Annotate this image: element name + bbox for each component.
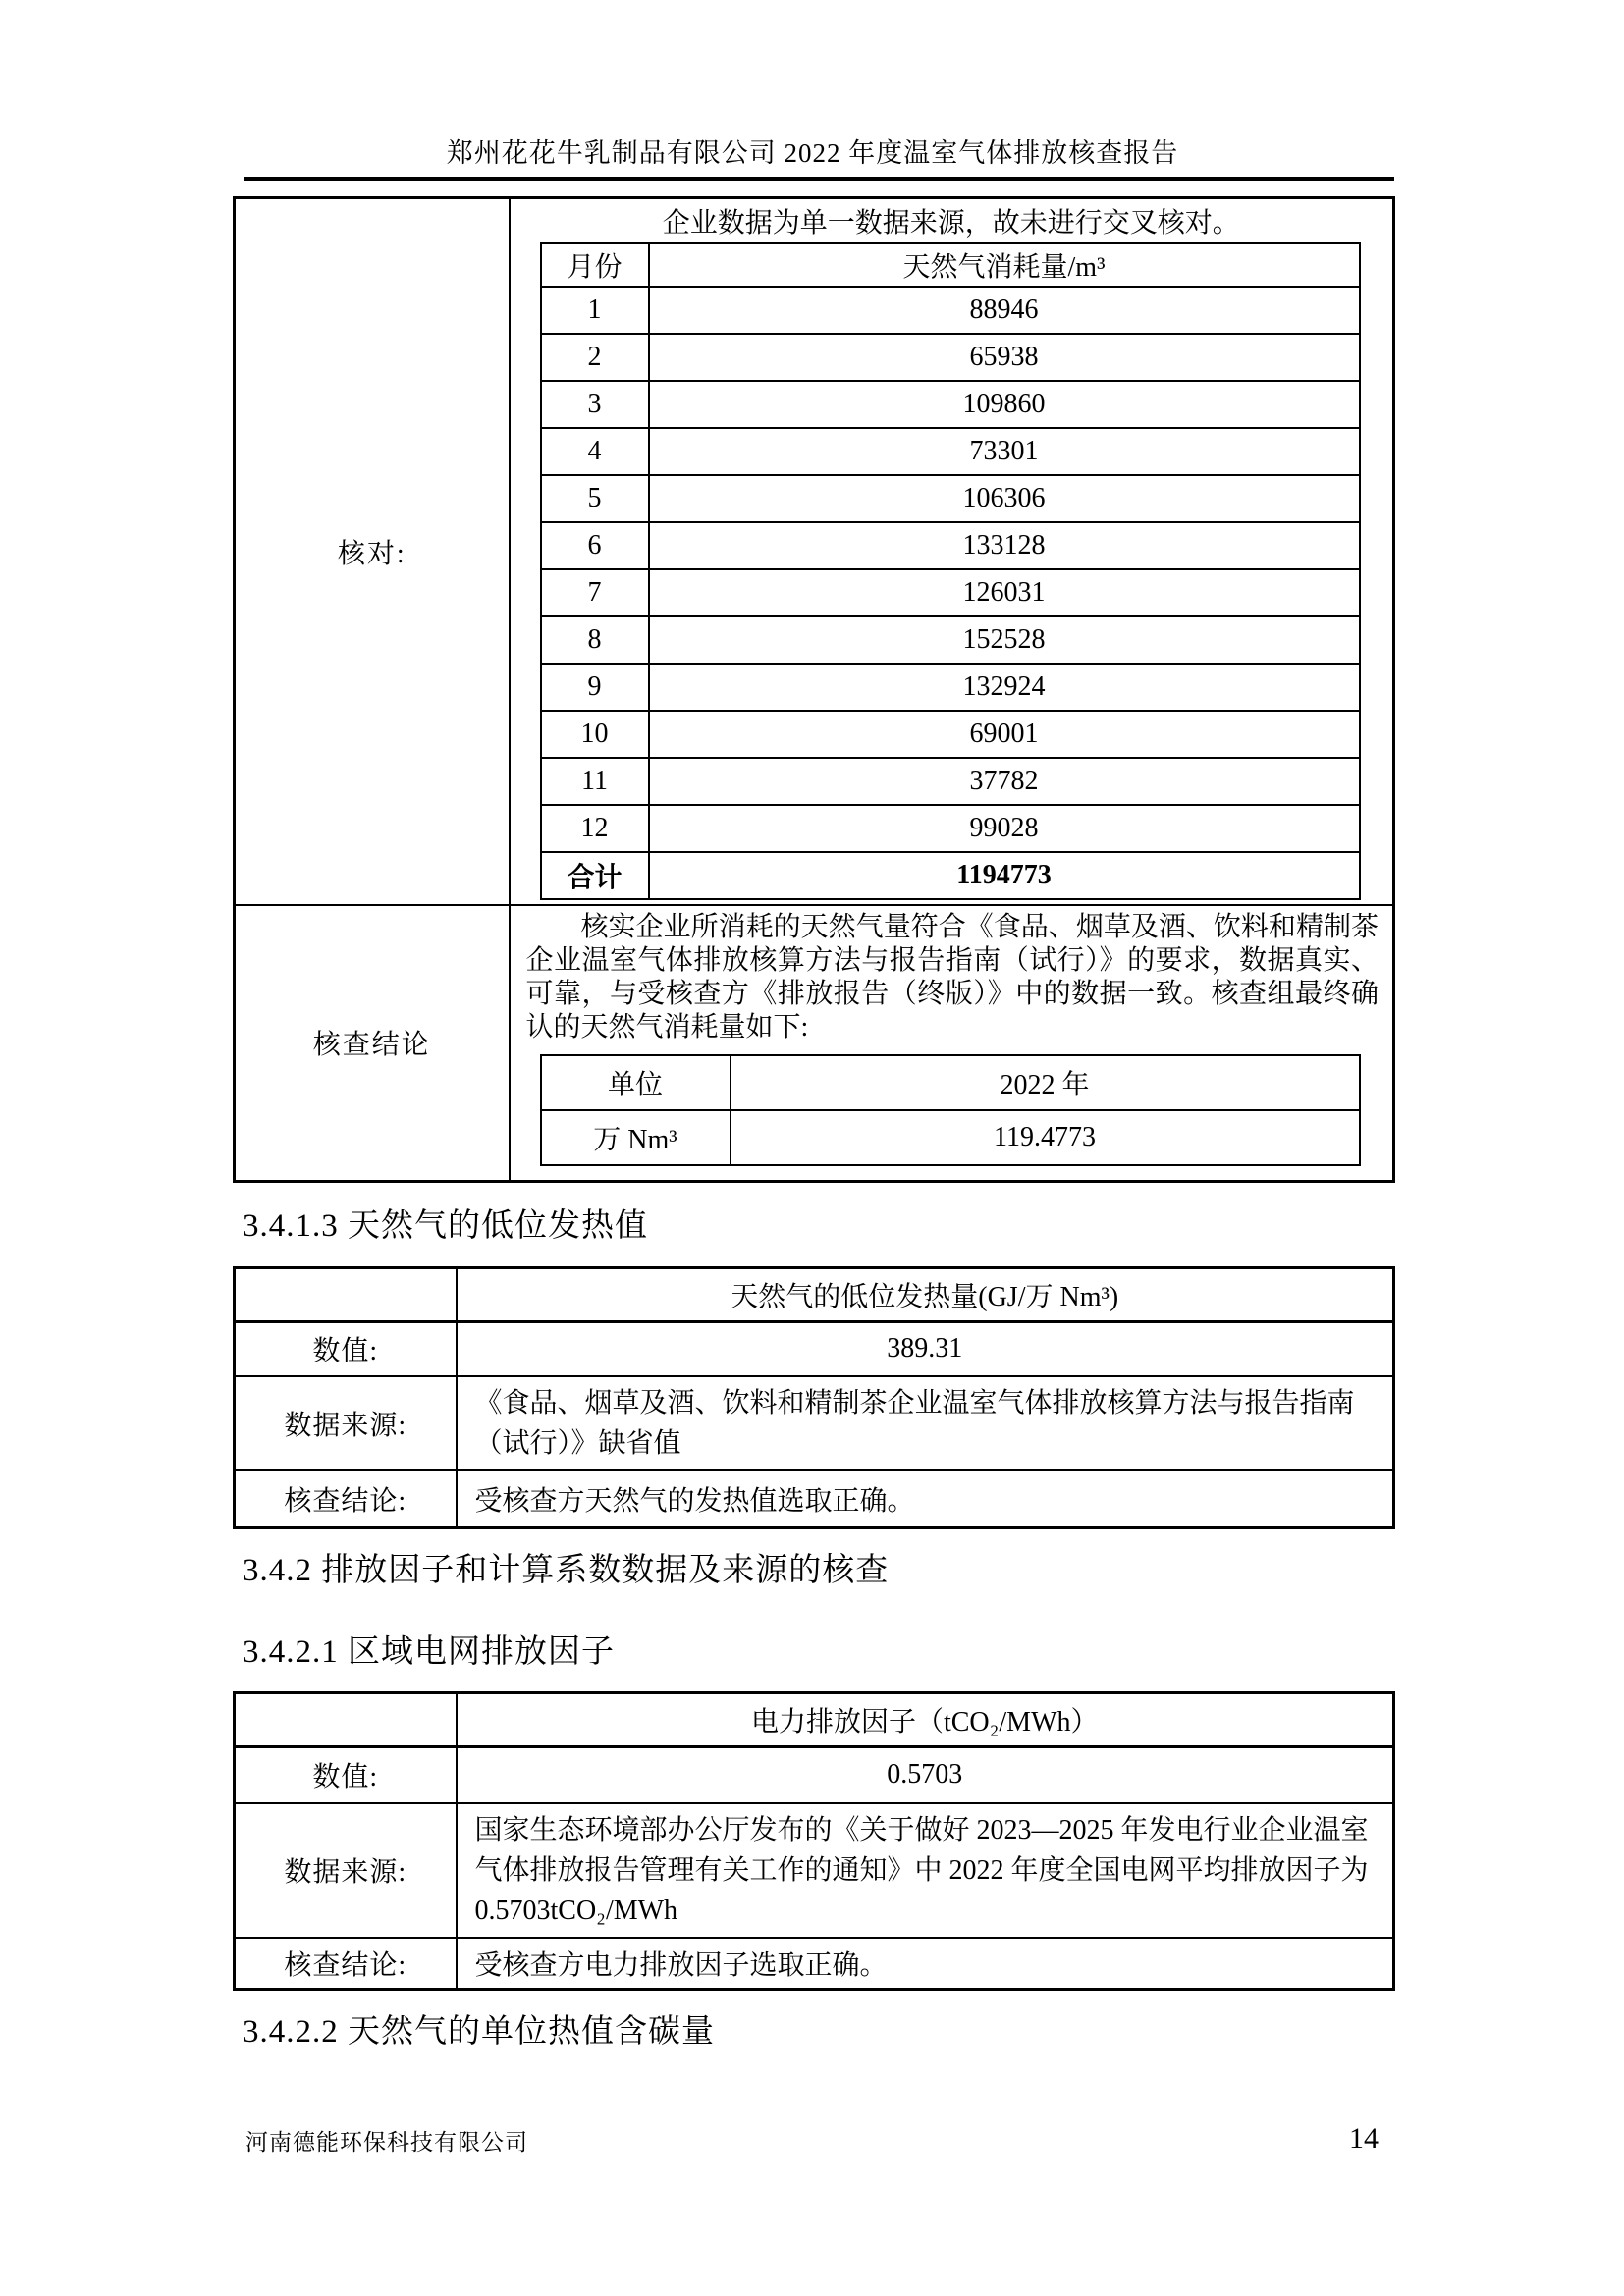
month-cell: 12: [541, 805, 649, 852]
gas-value-cell: 73301: [649, 428, 1360, 475]
gas-month-row: [541, 475, 1360, 522]
confirmed-amount-table: [540, 1054, 1361, 1166]
gas-month-row: [541, 569, 1360, 616]
grid-factor-value: 0.5703: [457, 1747, 1394, 1803]
gas-consumption-table: [540, 242, 1361, 900]
table-header-row: [541, 1055, 1360, 1110]
source-label: 数据来源:: [235, 1803, 457, 1938]
gas-value-cell: 109860: [649, 381, 1360, 428]
section-heading-3422: 3.4.2.2 天然气的单位热值含碳量: [243, 2014, 715, 2050]
gas-value-column-header: 天然气消耗量/m³: [649, 243, 1360, 287]
gas-value-cell: 37782: [649, 758, 1360, 805]
table-row: [235, 198, 1394, 905]
month-cell: 4: [541, 428, 649, 475]
conclusion-label: 核查结论:: [235, 1938, 457, 1990]
check-row-label: 核对:: [235, 198, 510, 905]
grid-factor-conclusion: 受核查方电力排放因子选取正确。: [457, 1938, 1394, 1990]
unit-header: 单位: [541, 1055, 731, 1110]
gas-month-row: [541, 428, 1360, 475]
year-header: 2022 年: [731, 1055, 1360, 1110]
month-column-header: 月份: [541, 243, 649, 287]
grid-emission-factor-table: [233, 1691, 1395, 1991]
gas-value-cell: 152528: [649, 616, 1360, 664]
gas-value-cell: 132924: [649, 664, 1360, 711]
heat-value-header: 天然气的低位发热量(GJ/万 Nm³): [457, 1268, 1394, 1322]
month-cell: 8: [541, 616, 649, 664]
gas-month-row: [541, 616, 1360, 664]
section-heading-342: 3.4.2 排放因子和计算系数数据及来源的核查: [243, 1553, 890, 1588]
gas-value-cell: 69001: [649, 711, 1360, 758]
year-value: 119.4773: [731, 1110, 1360, 1165]
month-cell: 5: [541, 475, 649, 522]
section-heading-3413: 3.4.1.3 天然气的低位发热值: [243, 1208, 648, 1244]
gas-month-row: [541, 287, 1360, 334]
table-header-row: [235, 1268, 1394, 1322]
conclusion-row-label: 核查结论: [235, 905, 510, 1182]
table-row: [235, 1803, 1394, 1938]
table-header-row: [541, 243, 1360, 287]
conclusion-row-content: [510, 905, 1394, 1182]
total-label: 合计: [541, 852, 649, 899]
value-label: 数值:: [235, 1322, 457, 1376]
source-label: 数据来源:: [235, 1376, 457, 1470]
table-row: [235, 1747, 1394, 1803]
table-row: [235, 1470, 1394, 1528]
header-rule: [244, 177, 1394, 181]
table-row: [235, 905, 1394, 1182]
month-cell: 10: [541, 711, 649, 758]
month-cell: 1: [541, 287, 649, 334]
grid-factor-source: 国家生态环境部办公厅发布的《关于做好 2023—2025 年发电行业企业温室气体排放报告管理有关工作的通知》中 2022 年度全国电网平均排放因子为 0.5703tCO₂/MWh: [457, 1803, 1394, 1938]
gas-month-row: [541, 805, 1360, 852]
gas-month-row: [541, 334, 1360, 381]
heat-source: 《食品、烟草及酒、饮料和精制茶企业温室气体排放核算方法与报告指南（试行）》缺省值: [457, 1376, 1394, 1470]
conclusion-label: 核查结论:: [235, 1470, 457, 1528]
heat-value: 389.31: [457, 1322, 1394, 1376]
gas-month-row: [541, 758, 1360, 805]
heat-value-table: [233, 1266, 1395, 1529]
table-row: [541, 1110, 1360, 1165]
table-row: [235, 1376, 1394, 1470]
gas-value-cell: 126031: [649, 569, 1360, 616]
heat-conclusion: 受核查方天然气的发热值选取正确。: [457, 1470, 1394, 1528]
empty-header-cell: [235, 1268, 457, 1322]
gas-value-cell: 88946: [649, 287, 1360, 334]
section-heading-3421: 3.4.2.1 区域电网排放因子: [243, 1634, 615, 1670]
page-header-title: 郑州花花牛乳制品有限公司 2022 年度温室气体排放核查报告: [446, 138, 1179, 168]
gas-value-cell: 65938: [649, 334, 1360, 381]
footer-company-name: 河南德能环保科技有限公司: [245, 2130, 528, 2155]
table-header-row: [235, 1693, 1394, 1747]
table-row: [235, 1938, 1394, 1990]
month-cell: 9: [541, 664, 649, 711]
value-label: 数值:: [235, 1747, 457, 1803]
unit-value: 万 Nm³: [541, 1110, 731, 1165]
gas-value-cell: 106306: [649, 475, 1360, 522]
month-cell: 2: [541, 334, 649, 381]
total-value: 1194773: [649, 852, 1360, 899]
gas-month-row: [541, 381, 1360, 428]
total-row: [541, 852, 1360, 899]
gas-month-row: [541, 522, 1360, 569]
month-cell: 7: [541, 569, 649, 616]
gas-month-row: [541, 664, 1360, 711]
gas-value-cell: 99028: [649, 805, 1360, 852]
grid-factor-header: 电力排放因子（tCO₂/MWh）: [457, 1693, 1394, 1747]
check-row-content: [510, 198, 1394, 905]
empty-header-cell: [235, 1693, 457, 1747]
page-number: 14: [1349, 2122, 1379, 2155]
verification-table: [233, 196, 1395, 1183]
gas-month-row: [541, 711, 1360, 758]
table-row: [235, 1322, 1394, 1376]
month-cell: 6: [541, 522, 649, 569]
gas-month-rows: [541, 287, 1360, 852]
gas-value-cell: 133128: [649, 522, 1360, 569]
conclusion-paragraph: 核实企业所消耗的天然气量符合《食品、烟草及酒、饮料和精制茶企业温室气体排放核算方法与报告指南（试行）》的要求，数据真实、可靠，与受核查方《排放报告（终版）》中的数据一致。核查组最终确认的天然气消耗量如下:: [525, 911, 1379, 1042]
cross-check-note: 企业数据为单一数据来源，故未进行交叉核对。: [662, 208, 1240, 239]
month-cell: 11: [541, 758, 649, 805]
month-cell: 3: [541, 381, 649, 428]
